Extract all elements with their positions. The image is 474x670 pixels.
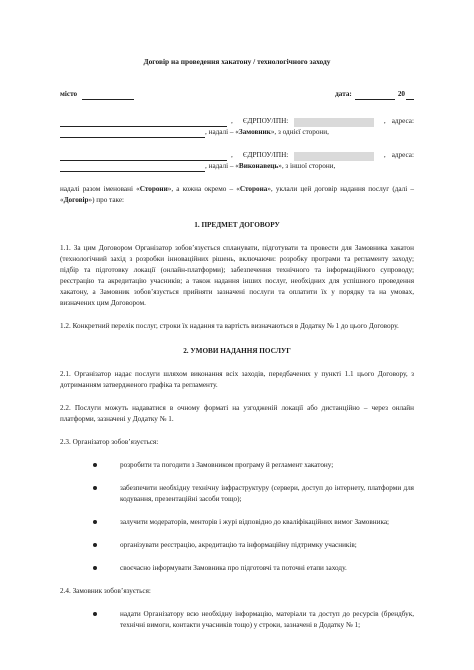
- clause-2-1: 2.1. Організатор надає послуги шляхом виконання всіх заходів, передбачених у пункті 1.1 цього Договору, з дотриманням затвердженого графіка та регламенту.: [60, 370, 414, 389]
- bullet-icon: [93, 566, 97, 570]
- list-item: організувати реєстрацію, акредитацію та інформаційну підтримку учасників;: [60, 540, 414, 551]
- list-item: своєчасно інформувати Замовника про підготовчі та поточні етапи заходу.: [60, 563, 414, 574]
- customer-edrpou-field[interactable]: [294, 118, 374, 127]
- year-field[interactable]: [406, 90, 414, 100]
- customer-line-prefix: , надалі – «: [205, 128, 239, 136]
- year-prefix: 20: [397, 90, 405, 98]
- bullet-icon: [93, 486, 97, 490]
- bullet-icon: [93, 612, 97, 616]
- document-title: Договір на проведення хакатону / технологічного заходу: [143, 57, 331, 66]
- bullet-icon: [93, 543, 97, 547]
- customer-block: , ЄДРПОУ/ІПН: , адреса: , надалі – « Замовник », з однієї сторони,: [60, 116, 414, 138]
- clause-1-1: 1.1. За цим Договором Організатор зобов’язується спланувати, підготувати та провести для Замовника хакатон (технологічний захід з розробки інноваційних рішень, включаючи: розробку програми та регламенту заходу; підбір та підготовку локації (онлайн-платформи); забезпечення технічного та інформаційного супроводу; реєстрацію та акредитацію учасників; а також надання інших послуг, необхідних для успішного проведення хакатону, а Замовник зобов’язується прийняти зазначені послуги та оплатити їх у порядку та на умовах, визначених цим Договором.: [60, 244, 414, 307]
- contractor-role: Виконавець: [238, 162, 279, 170]
- list-item: забезпечити необхідну технічну інфраструктуру (сервери, доступ до інтернету, платформи для кодування, презентаційні засоби тощо);: [60, 483, 414, 505]
- contractor-line-prefix: , надалі – «: [205, 162, 239, 170]
- customer-obligations-list: [60, 609, 414, 631]
- list-item: надати Організатору всю необхідну інформацію, матеріали та доступ до ресурсів (брендбук, технічні вимоги, контакти учасників тощо) у строки, зазначені в Додатку № 1;: [60, 609, 414, 631]
- city-date-row: [60, 89, 414, 100]
- clause-2-2: 2.2. Послуги можуть надаватися в очному форматі на узгодженій локації або дистанційно – через онлайн платформи, зазначені у Додатку № 1.: [60, 404, 414, 423]
- contractor-edrpou-field[interactable]: [294, 152, 374, 161]
- bullet-icon: [93, 520, 97, 524]
- clause-2-4: 2.4. Замовник зобов’язується:: [60, 587, 151, 595]
- contractor-line-suffix: », з іншої сторони,: [278, 162, 336, 170]
- list-item: залучити модераторів, менторів і журі відповідно до кваліфікаційних вимог Замовника;: [60, 517, 414, 528]
- city-label: місто: [60, 90, 78, 98]
- clause-1-2: 1.2. Конкретний перелік послуг, строки їх надання та вартість визначаються в Додатку № 1 до цього Договору.: [60, 322, 399, 330]
- city-field[interactable]: [82, 90, 134, 100]
- customer-name-field-2[interactable]: [60, 128, 205, 138]
- date-field[interactable]: [355, 90, 395, 100]
- section-1-heading: 1. ПРЕДМЕТ ДОГОВОРУ: [194, 221, 280, 229]
- customer-role: Замовник: [238, 128, 271, 136]
- contractor-name-field-1[interactable]: [60, 151, 227, 161]
- intro-paragraph: надалі разом іменовані «Сторони», а кожна окремо – «Сторона», уклали цей договір надання послуг (далі – «Договір») про таке:: [60, 185, 415, 204]
- edrpou-label: ЄДРПОУ/ІПН:: [242, 117, 289, 125]
- list-item: розробити та погодити з Замовником програму й регламент хакатону;: [60, 460, 414, 471]
- customer-line-suffix: », з однієї сторони,: [270, 128, 329, 136]
- organizer-obligations-list: [60, 460, 414, 574]
- date-label: дата:: [335, 90, 352, 98]
- contractor-block: , ЄДРПОУ/ІПН: , адреса: , надалі – « Виконавець », з іншої сторони,: [60, 150, 414, 172]
- section-2-heading: 2. УМОВИ НАДАННЯ ПОСЛУГ: [183, 347, 291, 355]
- contractor-name-field-2[interactable]: [60, 162, 205, 172]
- customer-name-field-1[interactable]: [60, 117, 227, 127]
- address-label: адреса:: [391, 151, 414, 159]
- edrpou-label: ЄДРПОУ/ІПН:: [242, 151, 289, 159]
- bullet-icon: [93, 463, 97, 467]
- clause-2-3: 2.3. Організатор зобов’язується:: [60, 438, 159, 446]
- address-label: адреса:: [391, 117, 414, 125]
